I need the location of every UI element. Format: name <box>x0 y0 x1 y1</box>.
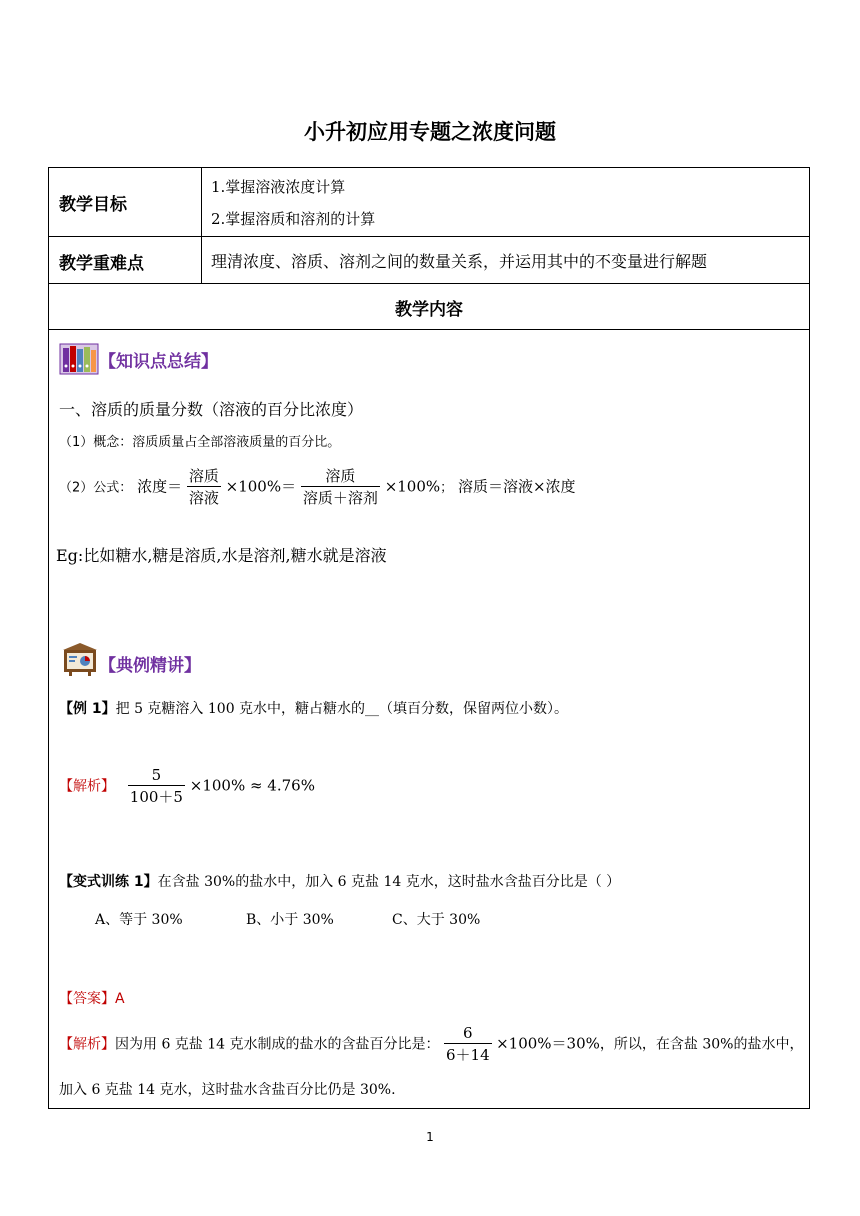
variant-1-label: 【变式训练 1】 <box>59 874 158 890</box>
analysis-result: ×100% ≈ 4.76% <box>189 776 315 795</box>
formula-prefix: （2）公式： <box>59 480 133 496</box>
formula-lhs: 浓度＝ <box>137 477 183 496</box>
page-number: 1 <box>426 1130 434 1144</box>
option-c: C、大于 30% <box>392 912 481 928</box>
content-header: 教学内容 <box>395 300 463 320</box>
example-1-text: 把 5 克糖溶入 100 克水中，糖占糖水的__（填百分数，保留两位小数）。 <box>115 701 569 717</box>
formula-separator: ； <box>440 480 454 496</box>
option-b: B、小于 30% <box>246 912 334 928</box>
formula-times: ×100%＝ <box>225 477 297 496</box>
fraction <box>301 466 380 509</box>
example-1 <box>59 698 568 718</box>
bookshelf-icon <box>59 340 99 376</box>
fraction-numerator: 溶质 <box>188 467 219 485</box>
variant-1 <box>59 871 620 891</box>
analysis-result: ×100%＝30% <box>496 1034 600 1053</box>
formula-times-end: ×100% <box>384 477 441 496</box>
variant-1-text: 在含盐 30%的盐水中，加入 6 克盐 14 克水，这时盐水含盐百分比是（ ） <box>157 874 621 890</box>
goal-item-1: 1.掌握溶液浓度计算 <box>211 178 346 196</box>
answer-value: A <box>115 991 125 1007</box>
divider <box>49 329 809 330</box>
example-1-label: 【例 1】 <box>59 701 116 717</box>
divider <box>201 168 202 283</box>
analysis-label: 【解析】 <box>59 1036 115 1053</box>
concept-text: （1）概念：溶质质量占全部溶液质量的百分比。 <box>59 435 341 450</box>
formula-tail: 溶质＝溶液×浓度 <box>457 477 576 496</box>
analysis-line-2: 加入 6 克盐 14 克水，这时盐水含盐百分比仍是 30%. <box>59 1082 396 1098</box>
fraction-numerator: 5 <box>128 765 185 786</box>
analysis-text-post: ，所以，在含盐 30%的盐水中， <box>599 1036 804 1053</box>
fraction-denominator: 100＋5 <box>129 788 183 806</box>
fraction-denominator: 6＋14 <box>445 1046 490 1064</box>
fraction-denominator: 溶质＋溶剂 <box>302 489 378 507</box>
example-1-analysis <box>59 765 315 808</box>
variant-1-analysis <box>59 1023 803 1066</box>
lesson-table <box>48 167 810 1109</box>
difficulty-label: 教学重难点 <box>59 254 144 274</box>
difficulty-text: 理清浓度、溶质、溶剂之间的数量关系，并运用其中的不变量进行解题 <box>211 252 708 271</box>
answer <box>59 988 125 1008</box>
fraction <box>187 466 221 509</box>
goal-label: 教学目标 <box>59 195 127 215</box>
examples-heading: 【典例精讲】 <box>99 656 201 676</box>
option-a: A、等于 30% <box>95 912 183 928</box>
answer-label: 【答案】 <box>59 991 115 1007</box>
fraction-denominator: 溶液 <box>188 489 219 507</box>
page-title: 小升初应用专题之浓度问题 <box>304 120 556 144</box>
example-note: Eg:比如糖水,糖是溶质,水是溶剂,糖水就是溶液 <box>56 546 387 565</box>
fraction <box>444 1023 492 1066</box>
knowledge-heading: 【知识点总结】 <box>99 352 218 372</box>
fraction <box>128 765 185 808</box>
divider <box>49 236 809 237</box>
analysis-label: 【解析】 <box>59 778 115 795</box>
goal-item-2: 2.掌握溶质和溶剂的计算 <box>211 210 376 228</box>
section-title: 一、溶质的质量分数（溶液的百分比浓度） <box>59 400 364 419</box>
formula <box>59 466 576 509</box>
blackboard-icon <box>61 642 99 676</box>
divider <box>49 283 809 284</box>
fraction-numerator: 溶质 <box>301 466 380 487</box>
analysis-text: 因为用 6 克盐 14 克水制成的盐水的含盐百分比是： <box>115 1036 440 1053</box>
fraction-numerator: 6 <box>444 1023 492 1044</box>
